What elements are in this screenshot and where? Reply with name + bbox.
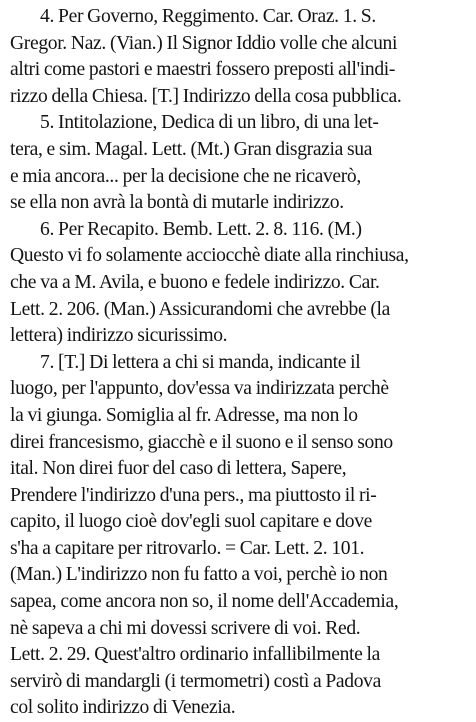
text-line: capito, il luogo cioè dov'egli suol capitare e dove [10,511,373,533]
text-line: se ella non avrà la bontà di mutarle indirizzo. [10,192,344,214]
text-line: nè sapeva a chi mi dovessi scrivere di voi. Red. [10,617,361,639]
text-line: Questo vi fo solamente acciocchè diate alla rinchiusa, [10,245,409,267]
text-line: lettera) indirizzo sicurissimo. [10,325,228,347]
text-line: Lett. 2. 206. (Man.) Assicurandomi che avrebbe (la [10,298,391,320]
text-line: 7. [T.] Di lettera a chi si manda, indicante il [40,351,361,373]
text-line: sapea, come ancora non so, il nome dell'Accademia, [10,591,399,613]
entry-4 [10,4,468,110]
text-line: 6. Per Recapito. Bemb. Lett. 2. 8. 116. (M.) [40,218,362,240]
text-line: rizzo della Chiesa. [T.] Indirizzo della cosa pubblica. [10,85,402,107]
text-line: Lett. 2. 29. Quest'altro ordinario infallibilmente la [10,644,380,666]
text-line: ital. Non direi fuor del caso di lettera, Sapere, [10,458,347,480]
text-line: s'ha a capitare per ritrovarlo. = Car. Lett. 2. 101. [10,537,365,559]
text-line: direi francesismo, giacchè e il suono e il senso sono [10,431,393,453]
entry-7 [10,350,468,722]
text-line: altri come pastori e maestri fossero preposti all'indi- [10,59,396,81]
text-line: servirò di mandargli (i termometri) costì a Padova [10,670,381,692]
text-line: tera, e sim. Magal. Lett. (Mt.) Gran disgrazia sua [10,138,373,160]
text-line: Gregor. Naz. (Vian.) Il Signor Iddio volle che alcuni [10,32,398,54]
text-line: luogo, per l'appunto, dov'essa va indirizzata perchè [10,378,389,400]
text-line: col solito indirizzo di Venezia. [10,697,236,719]
text-line: 4. Per Governo, Reggimento. Car. Oraz. 1. S. [40,6,376,27]
text-line: (Man.) L'indirizzo non fu fatto a voi, perchè io non [10,564,388,586]
text-line: 5. Intitolazione, Dedica di un libro, di una let- [40,112,379,134]
entry-6 [10,217,468,350]
entry-5 [10,110,468,216]
text-line: la vi giunga. Somiglia al fr. Adresse, ma non lo [10,404,358,426]
text-line: che va a M. Avila, e buono e fedele indirizzo. Car. [10,271,380,293]
text-line: Prendere l'indirizzo d'una pers., ma piuttosto il ri- [10,484,377,506]
text-line: e mia ancora... per la decisione che ne ricaverò, [10,165,361,187]
